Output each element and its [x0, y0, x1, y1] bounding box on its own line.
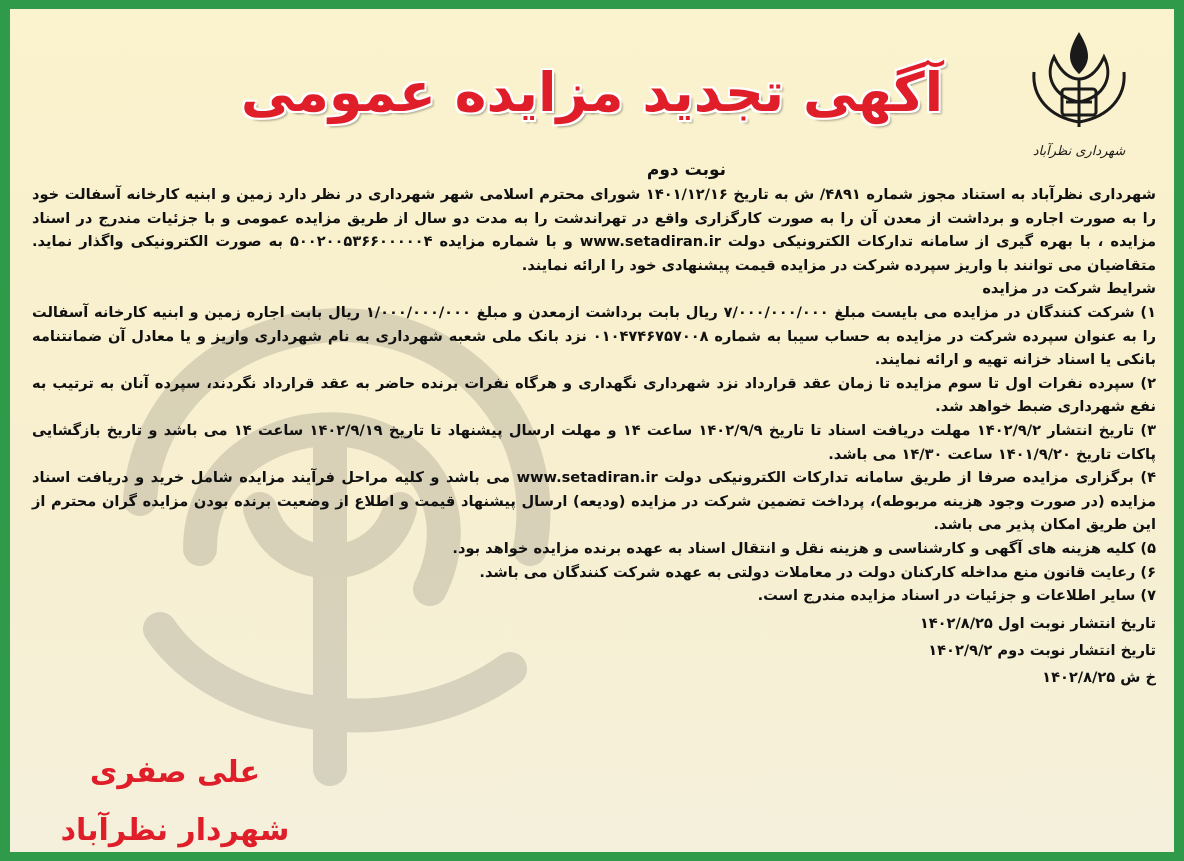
notice-body: [32, 157, 1156, 691]
notice-title: آگهی تجدید مزایده عمومی: [240, 61, 944, 124]
round-label: نوبت دوم: [646, 160, 726, 180]
conditions-heading: شرایط شرکت در مزایده: [982, 280, 1156, 298]
second-publication-date: تاریخ انتشار نوبت دوم ۱۴۰۲/۹/۲: [928, 641, 1156, 659]
condition-item: ۴) برگزاری مزایده صرفا از طریق سامانه تدارکات الکترونیکی دولت www.setadiran.ir می باشد و کلیه مراحل فرآیند مزایده شامل خرید و دریافت اسناد مزایده (در صورت وجود هزینه مربوطه)، پرداخت تضمین شرکت در مزایده (ودیعه) ارسال پیشنهاد قیمت و اطلاع از وضعیت برنده بودن مزایده گران محترم از این طریق امکان پذیر می باشد.: [32, 469, 1156, 534]
publication-dates: [32, 610, 1156, 691]
signer-name: علی صفری: [89, 755, 261, 790]
notice-panel: [10, 9, 1174, 852]
condition-item: ۷) سایر اطلاعات و جزئیات در اسناد مزایده مندرج است.: [757, 587, 1156, 605]
condition-item: ۳) تاریخ انتشار ۱۴۰۲/۹/۲ مهلت دریافت اسناد تا تاریخ ۱۴۰۲/۹/۹ ساعت ۱۴ و مهلت ارسال پیشنهاد تا تاریخ ۱۴۰۲/۹/۱۹ ساعت ۱۴ می باشد و تاریخ بازگشایی پاکات تاریخ ۱۴۰۱/۹/۲۰ ساعت ۱۴/۳۰ می باشد.: [32, 421, 1156, 463]
condition-item: ۲) سپرده نفرات اول تا سوم مزایده تا زمان عقد قرارداد نزد شهرداری نگهداری و هرگاه نفرات برنده حاضر به عقد قرارداد نگردند، سپرده آنان به ترتیب به نفع شهرداری ضبط خواهد شد.: [32, 374, 1156, 416]
intro-paragraph: شهرداری نظرآباد به استناد مجوز شماره ۴۸۹۱/ ش به تاریخ ۱۴۰۱/۱۲/۱۶ شورای محترم اسلامی شهر شهرداری در نظر دارد زمین و ابنیه کارخانه آسفالت خود را به صورت اجاره و برداشت از معدن آن را به صورت کارگزاری واقع در تهراندشت را به مدت دو سال از طریق مزایده عمومی و با جزئیات مندرج در اسناد مزایده ، با بهره گیری از سامانه تدارکات الکترونیکی دولت www.setadiran.ir و با شماره مزایده ۵۰۰۲۰۰۵۳۶۶۰۰۰۰۰۴ به صورت الکترونیکی واگذار نماید. متقاضیان می توانند با واریز سپرده شرکت در مزایده قیمت پیشنهادی خود را ارائه نمایند.: [32, 186, 1156, 274]
condition-item: ۵) کلیه هزینه های آگهی و کارشناسی و هزینه نقل و انتقال اسناد به عهده برنده مزایده خواهد بود.: [452, 539, 1156, 557]
signer-position: شهردار نظرآباد: [60, 813, 290, 848]
condition-item: ۱) شرکت کنندگان در مزایده می بایست مبلغ ۷/۰۰۰/۰۰۰/۰۰۰ ریال بابت برداشت ازمعدن و مبلغ ۱/۰۰۰/۰۰۰/۰۰۰ ریال بابت اجاره زمین و ابنیه کارخانه آسفالت را به عنوان سپرده شرکت در مزایده به حساب سیبا به شماره ۰۱۰۴۷۴۶۷۵۷۰۰۸ نزد بانک ملی شعبه شهرداری به نام شهرداری واریز و یا معادل آن ضمانتنامه بانکی یا اسناد خزانه تهیه و ارائه نمایند.: [32, 303, 1156, 369]
first-publication-date: تاریخ انتشار نوبت اول ۱۴۰۲/۸/۲۵: [919, 614, 1156, 632]
condition-item: ۶) رعایت قانون منع مداخله کارکنان دولت در معاملات دولتی به عهده شرکت کنندگان می باشد.: [479, 563, 1156, 581]
signature-block: [40, 744, 310, 852]
reference-code: خ ش ۱۴۰۲/۸/۲۵: [1042, 668, 1156, 686]
logo-caption: شهرداری نظرآباد: [1032, 144, 1126, 159]
